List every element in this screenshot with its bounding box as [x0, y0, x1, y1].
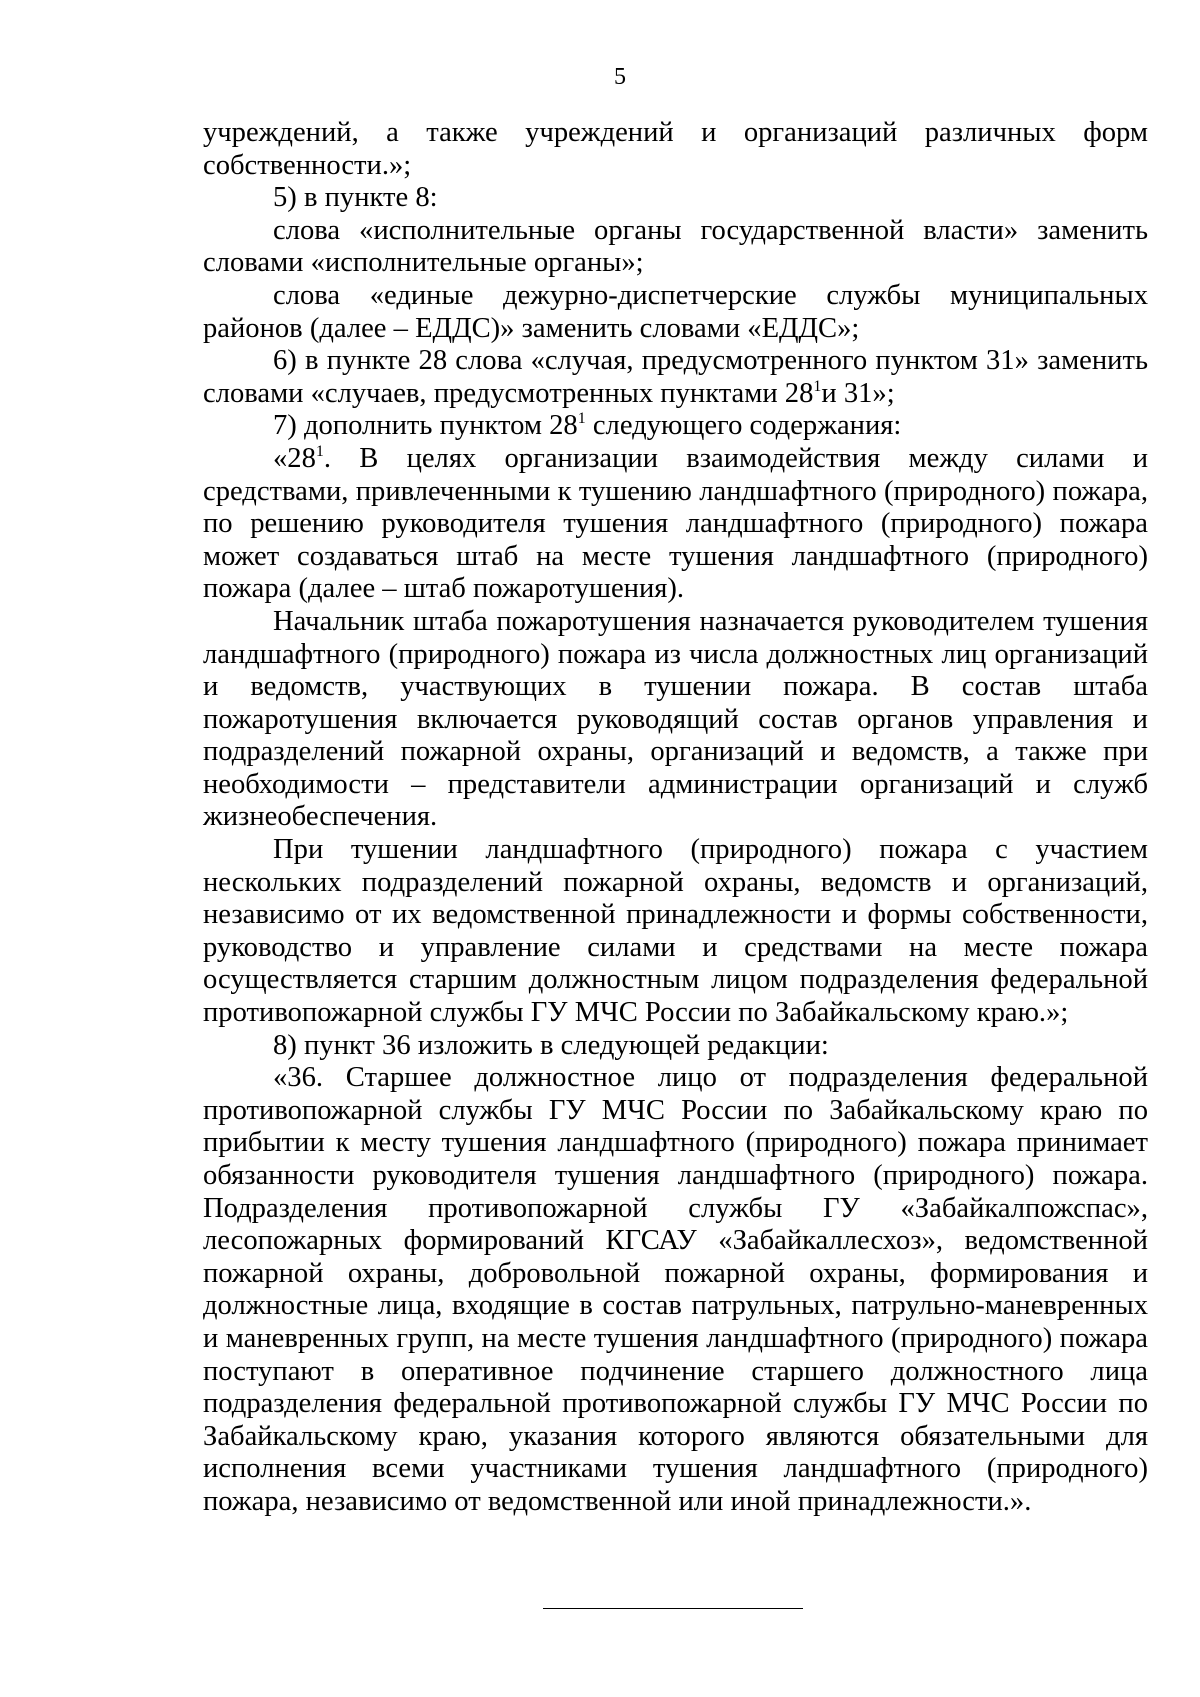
document-body — [203, 117, 1148, 1519]
end-divider-line — [543, 1608, 803, 1609]
paragraph-item-5-words-1: слова «исполнительные органы государственной власти» заменить словами «исполнительные органы»; — [203, 214, 1148, 279]
paragraph-item-5: 5) в пункте 8: — [273, 182, 438, 214]
paragraph-point-28-1 — [203, 443, 1148, 606]
paragraph-item-7-text-end: следующего содержания: — [585, 410, 902, 442]
paragraph-chief-of-staff: Начальник штаба пожаротушения назначается руководителем тушения ландшафтного (природного) пожара из числа должностных лиц организаций и ведомств, участвующих в тушении пожара. В состав штаба пожаротушения включается руководящий состав органов управления и подразделений пожарной охраны, организаций и ведомств, а также при необходимости – представители администрации организаций и служб жизнеобеспечения. — [203, 605, 1148, 833]
superscript: 1 — [315, 442, 324, 460]
paragraph-point-36: «36. Старшее должностное лицо от подразделения федеральной противопожарной службы ГУ МЧС России по Забайкальскому краю по прибытии к месту тушения ландшафтного (природного) пожара принимает обязанности руководителя тушения ландшафтного (природного) пожара. Подразделения противопожарной службы ГУ «Забайкалпожспас», лесопожарных формирований КГСАУ «Забайкаллесхоз», ведомственной пожарной охраны, добровольной пожарной охраны, формирования и должностные лица, входящие в состав патрульных, патрульно-маневренных и маневренных групп, на месте тушения ландшафтного (природного) пожара поступают в оперативное подчинение старшего должностного лица подразделения федеральной противопожарной службы ГУ МЧС России по Забайкальскому краю, указания которого являются обязательными для исполнения всеми участниками тушения ландшафтного (природного) пожара, независимо от ведомственной или иной принадлежности.». — [203, 1062, 1148, 1517]
paragraph-item-6-text-end: и 31»; — [821, 377, 895, 409]
superscript: 1 — [813, 377, 822, 395]
paragraph-item-5-words-2: слова «единые дежурно-диспетчерские службы муниципальных районов (далее – ЕДДС)» заменить словами «ЕДДС»; — [203, 279, 1148, 344]
paragraph-point-28-1-text: . В целях организации взаимодействия между силами и средствами, привлеченными к тушению ландшафтного (природного) пожара, по решению руководителя тушения ландшафтного (природного) пожара может создаваться штаб на месте тушения ландшафтного (природного) пожара (далее – штаб пожаротушения). — [203, 442, 1148, 605]
paragraph-item-6 — [203, 345, 1148, 410]
paragraph-point-28-1-start: «28 — [273, 442, 316, 474]
superscript: 1 — [577, 410, 586, 428]
paragraph-item-6-text: 6) в пункте 28 слова «случая, предусмотренного пунктом 31» заменить словами «случаев, предусмотренных пунктами 28 — [203, 345, 1148, 409]
paragraph-continuation: учреждений, а также учреждений и организаций различных форм собственности.»; — [203, 117, 1148, 181]
paragraph-item-7 — [203, 410, 1148, 443]
paragraph-item-8: 8) пункт 36 изложить в следующей редакции: — [273, 1029, 829, 1061]
paragraph-item-7-text: 7) дополнить пунктом 28 — [273, 410, 578, 442]
page-number: 5 — [614, 64, 626, 90]
paragraph-multiple-units: При тушении ландшафтного (природного) пожара с участием нескольких подразделений пожарной охраны, ведомств и организаций, независимо от их ведомственной принадлежности и формы собственности, руководство и управление силами и средствами на месте пожара осуществляется старшим должностным лицом подразделения федеральной противопожарной службы ГУ МЧС России по Забайкальскому краю.»; — [203, 834, 1148, 1029]
